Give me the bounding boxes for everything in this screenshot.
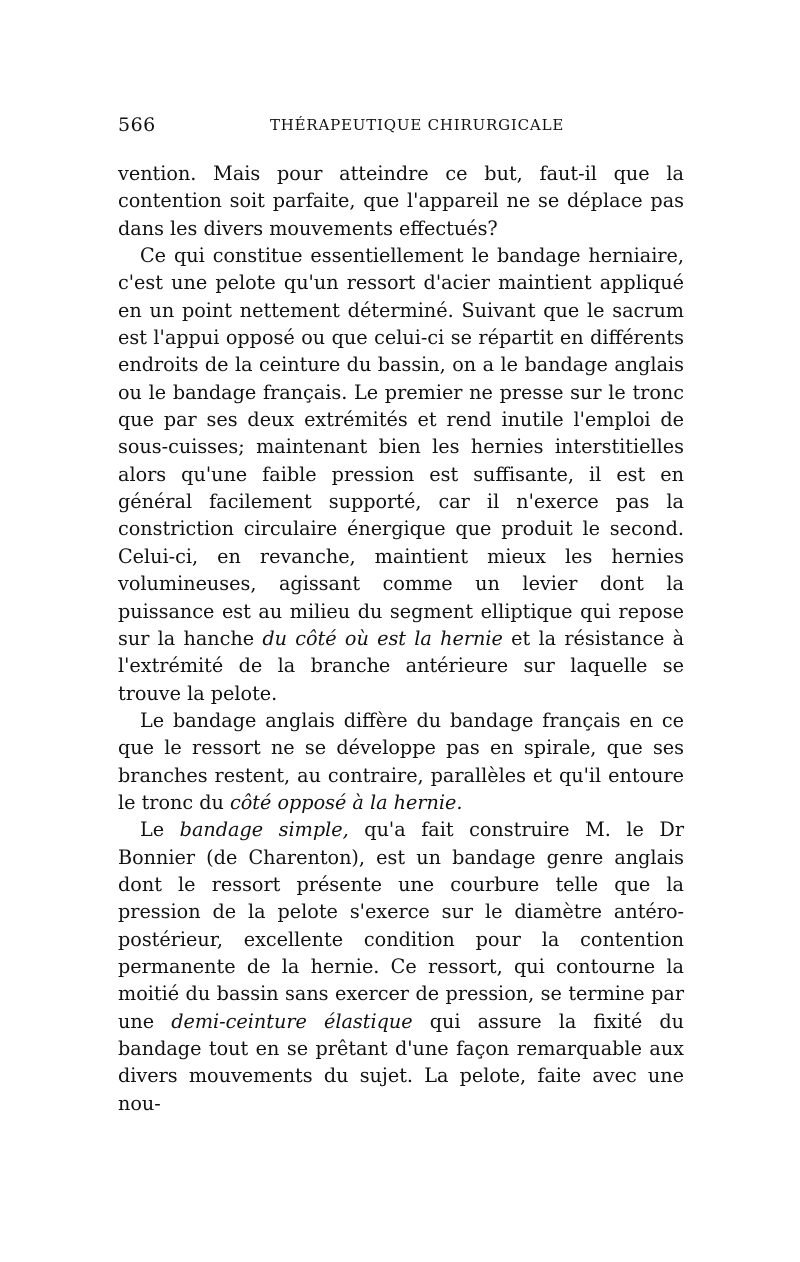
paragraph-2 <box>118 242 684 707</box>
paragraph-3-italic: côté opposé à la hernie. <box>229 790 463 814</box>
paragraph-3-text: Le bandage anglais diffère du bandage français en ce que le ressort ne se développe pas en spirale, que ses branches restent, au contraire, parallèles et qu'il entoure le tronc du <box>118 708 684 814</box>
paragraph-4-italic-2: demi-ceinture élastique <box>171 1009 413 1033</box>
paragraph-1 <box>118 160 684 242</box>
paragraph-2-text: Ce qui constitue essentiellement le bandage herniaire, c'est une pelote qu'un ressort d'acier maintient appliqué en un point nettement déterminé. Suivant que le sacrum est l'appui opposé ou que celui-ci se répartit en différents endroits de la ceinture du bassin, on a le bandage anglais ou le bandage français. Le premier ne presse sur le tronc que par ses deux extrémités et rend inutile l'emploi de sous-cuisses; maintenant bien les hernies interstitielles alors qu'une faible pression est suffisante, il est en général facilement supporté, car il n'exerce pas la constriction circulaire énergique que produit le second. Celui-ci, en revanche, maintient mieux les hernies volumineuses, agissant comme un levier dont la puissance est au milieu du segment elliptique qui repose sur la hanche <box>118 244 684 650</box>
paragraph-3 <box>118 707 684 816</box>
paragraph-4-mid: qu'a fait construire M. le Dr Bonnier (de Charenton), est un bandage genre anglais dont le ressort présente une courbure telle que la pression de la pelote s'exerce sur le diamètre antéro-postérieur, excellente condition pour la contention permanente de la hernie. Ce ressort, qui contourne la moitié du bassin sans exercer de pression, se termine par une <box>118 818 684 1033</box>
running-title: THÉRAPEUTIQUE CHIRURGICALE <box>270 116 565 134</box>
paragraph-4-start: Le <box>140 818 165 842</box>
paragraph-2-italic: du côté où est la hernie <box>262 626 503 650</box>
running-head <box>118 112 684 142</box>
book-page <box>118 112 684 1117</box>
body-text <box>118 160 684 1117</box>
page-number: 566 <box>118 114 156 136</box>
paragraph-1-text: vention. Mais pour atteindre ce but, faut-il que la contention soit parfaite, que l'appareil ne se déplace pas dans les divers mouvements effectués? <box>118 162 684 240</box>
paragraph-2-end: et la résistance à l'extrémité de la branche antérieure sur laquelle se trouve la pelote. <box>118 626 685 705</box>
paragraph-4-italic-1: bandage simple, <box>179 818 349 842</box>
paragraph-4-end: qui assure la fixité du bandage tout en se prêtant d'une façon remarquable aux divers mouvements du sujet. La pelote, faite avec une nou- <box>118 1009 685 1115</box>
paragraph-4 <box>118 816 684 1117</box>
